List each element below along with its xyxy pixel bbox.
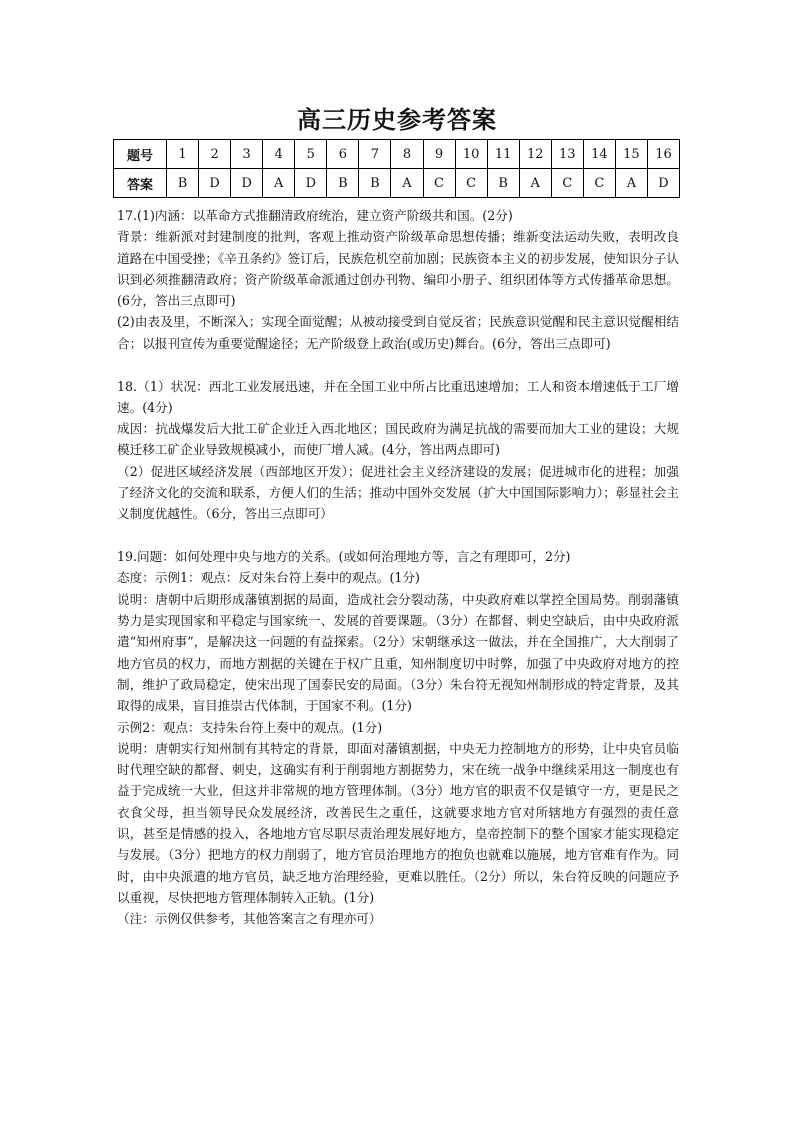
answer-cell: A: [263, 169, 295, 198]
question-number: 3: [231, 140, 263, 169]
answer-cell: D: [231, 169, 263, 198]
answer-cell: D: [647, 169, 679, 198]
paragraph: 说明：唐朝实行知州制有其特定的背景，即面对藩镇割据，中央无力控制地方的形势，让中央官员临时代理空缺的都督、刺史，这确实有利于削弱地方割据势力，宋在统一战争中继续采用这一制度也有益于完成统一大业，但这并非常规的地方管理体制。（3分）地方官的职责不仅是镇守一方，更是民之衣食父母，担当领导民众发展经济，改善民生之重任，这就要求地方官对所辖地方有强烈的责任意识，甚至是情感的投入，各地地方官尽职尽责治理发展好地方，皇帝控制下的整个国家才能实现稳定与发展。（3分）把地方的权力削弱了，地方官员治理地方的抱负也就难以施展，地方官难有作为。同时，由中央派遣的地方官员，缺乏地方治理经验，更难以胜任。（2分）所以，朱台符反映的问题应予以重视，尽快把地方管理体制转入正轨。(1分): [117, 740, 679, 905]
answer-body: [117, 205, 679, 930]
answer-cell: C: [583, 169, 615, 198]
section-gap: [117, 525, 679, 547]
answer-table-answer-row: [114, 169, 680, 198]
question-number: 5: [295, 140, 327, 169]
note-paragraph: （注：示例仅供参考，其他答案言之有理亦可）: [117, 911, 382, 927]
question-number: 6: [327, 140, 359, 169]
question-number: 8: [391, 140, 423, 169]
answer-cell: D: [295, 169, 327, 198]
paragraph: (2)由表及里，不断深入；实现全面觉醒；从被动接受到自觉反省；民族意识觉醒和民主意识觉醒相结合；以报刊宣传为重要觉醒途径；无产阶级登上政治(或历史)舞台。(6分，答出三点即可): [117, 314, 679, 351]
question-17-answer: [117, 205, 679, 354]
question-number: 2: [199, 140, 231, 169]
question-number: 7: [359, 140, 391, 169]
paragraph: 17.(1)内涵：以革命方式推翻清政府统治，建立资产阶级共和国。(2分): [117, 208, 513, 223]
question-19-answer: [117, 546, 679, 929]
answer-cell: C: [455, 169, 487, 198]
question-number: 13: [551, 140, 583, 169]
paragraph: 态度：示例1：观点：反对朱台符上奏中的观点。(1分): [117, 570, 420, 586]
paragraph: 18.（1）状况：西北工业发展迅速，并在全国工业中所占比重迅速增加；工人和资本增速低于工厂增速。(4分): [117, 378, 679, 415]
question-number: 10: [455, 140, 487, 169]
paragraph: 说明：唐朝中后期形成藩镇割据的局面，造成社会分裂动荡，中央政府难以掌控全国局势。削弱藩镇势力是实现国家和平稳定与国家统一、发展的首要课题。（3分）在都督、刺史空缺后，由中央政府派遣“知州府事”，是解决这一问题的有益探索。（2分）宋朝继承这一做法，并在全国推广，大大削弱了地方官员的权力，而地方割据的关键在于权广且重，知州制度切中时弊，加强了中央政府对地方的控制，维护了政局稳定，使宋出现了国泰民安的局面。（3分）朱台符无视知州制形成的特定背景，及其取得的成果，盲目推崇古代体制，于国家不利。(1分): [117, 591, 679, 714]
question-number: 4: [263, 140, 295, 169]
paragraph: 19.问题：如何处理中央与地方的关系。(或如何治理地方等，言之有理即可，2分): [117, 549, 571, 565]
answer-cell: D: [199, 169, 231, 198]
question-number: 9: [423, 140, 455, 169]
answer-cell: B: [167, 169, 199, 198]
answer-cell: C: [551, 169, 583, 198]
answer-cell: B: [487, 169, 519, 198]
table-header-label: 题号: [114, 140, 167, 169]
question-number: 14: [583, 140, 615, 169]
answer-cell: A: [615, 169, 647, 198]
section-gap: [117, 354, 679, 376]
paragraph: 示例2：观点：支持朱台符上奏中的观点。(1分): [117, 719, 383, 735]
answer-cell: A: [519, 169, 551, 198]
table-answer-label: 答案: [114, 169, 167, 198]
page-title: 高三历史参考答案: [297, 106, 497, 134]
answer-cell: C: [423, 169, 455, 198]
question-number: 12: [519, 140, 551, 169]
question-number: 1: [167, 140, 199, 169]
answer-cell: B: [327, 169, 359, 198]
answer-cell: B: [359, 169, 391, 198]
paragraph: 背景：维新派对封建制度的批判，客观上推动资产阶级革命思想传播；维新变法运动失败，表明改良道路在中国受挫；《辛丑条约》签订后，民族危机空前加剧；民族资本主义的初步发展，使知识分子认识到必须推翻清政府；资产阶级革命派通过创办刊物、编印小册子、组织团体等方式传播革命思想。(6分，答出三点即可): [117, 229, 679, 309]
paragraph: （2）促进区域经济发展（西部地区开发）；促进社会主义经济建设的发展；促进城市化的进程；加强了经济文化的交流和联系，方便人们的生活；推动中国外交发展（扩大中国国际影响力）；彰显社会主义制度优越性。（6分，答出三点即可）: [117, 463, 679, 522]
question-number: 16: [647, 140, 679, 169]
paragraph: 成因：抗战爆发后大批工矿企业迁入西北地区；国民政府为满足抗战的需要而加大工业的建设；大规模迁移工矿企业导致规模减小，而使厂增人减。(4分，答出两点即可): [117, 421, 679, 458]
answer-table-number-row: [114, 140, 680, 169]
question-number: 11: [487, 140, 519, 169]
answer-table: [113, 139, 680, 198]
answer-cell: A: [391, 169, 423, 198]
question-number: 15: [615, 140, 647, 169]
question-18-answer: [117, 376, 679, 525]
